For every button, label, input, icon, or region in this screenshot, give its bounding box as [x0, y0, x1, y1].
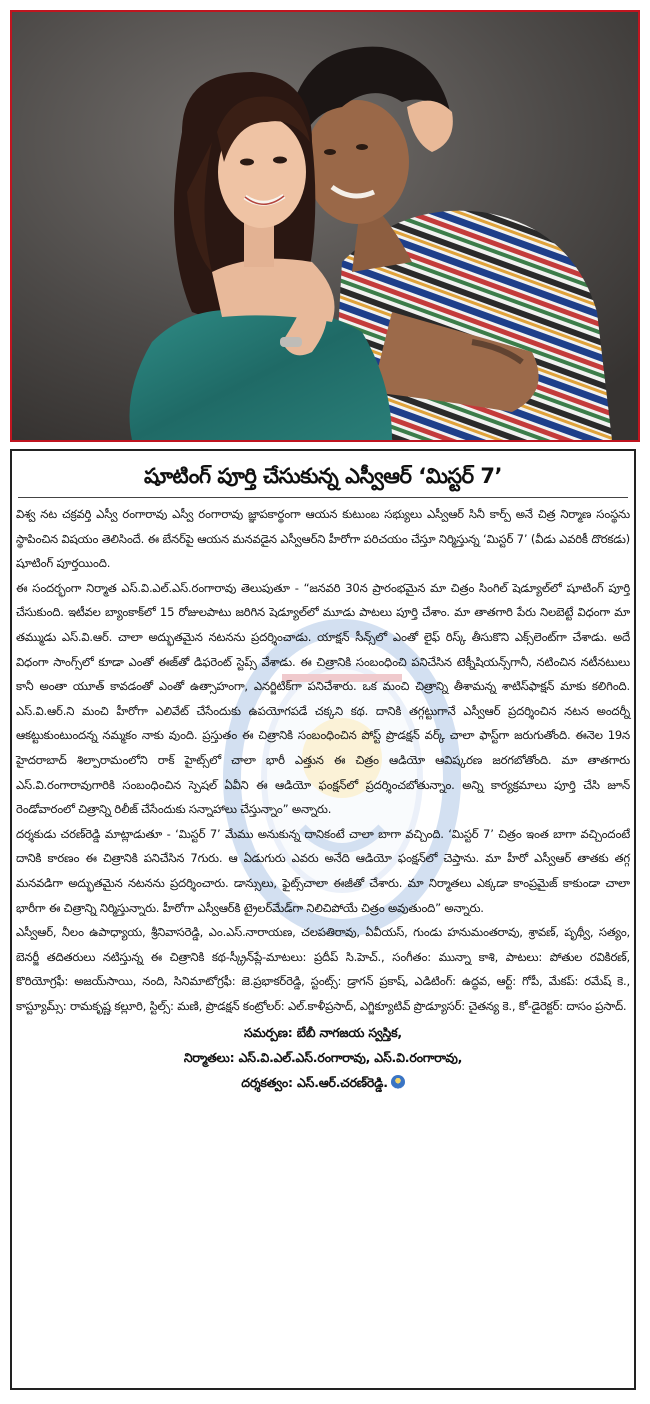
article-paragraph-3: దర్శకుడు చరణ్‌రెడ్డి మాట్లాడుతూ - ‘మిస్టర్ 7’ మేము అనుకున్న దానికంటే చాలా బాగా వచ్చింది. ‘మిస్టర్ 7’ చిత్రం ఇంత బాగా వచ్చిందంటే దానికి కారణం ఈ చిత్రానికి పనిచేసిన 7గురు. ఆ ఏడుగురు ఎవరు అనేది ఆడియో ఫంక్షన్‌లో చెప్తాను. మా హీరో ఎస్వీఆర్ తాతకు తగ్గ మనవడిగా అద్భుతమైన నటనను ప్రదర్శించారు. డాన్సులు, ఫైట్స్‌చాలా ఈజీతో చేశారు. మా నిర్మాతలు ఎక్కడా కాంప్రమైజ్ కాకుండా చాలా భారీగా ఈ చిత్రాన్ని నిర్మిస్తున్నారు. హీరోగా ఎస్వీఆర్‌కి ట్రైలర్‌మేడ్‌గా నిలిచిపోయే చిత్రం అవుతుంది” అన్నారు. — [16, 826, 630, 915]
article-body — [12, 498, 634, 1095]
credit-producers: నిర్మాతలు: ఎస్.వి.ఎల్.ఎస్.రంగారావు, ఎస్.వి.రంగారావు, — [183, 1050, 463, 1066]
article-headline: షూటింగ్ పూర్తి చేసుకున్న ఎస్వీఆర్ ‘మిస్టర్ 7’ — [18, 451, 628, 498]
article-box — [10, 449, 636, 1390]
credit-director: దర్శకత్వం: ఎస్.ఆర్.చరణ్‌రెడ్డి. — [241, 1075, 388, 1091]
credits-block — [16, 1020, 630, 1095]
credit-presenter: సమర్పణ: బేబీ నాగజయ స్వస్తిక, — [244, 1025, 402, 1041]
site-logo-icon — [391, 1075, 405, 1089]
couple-photo-illustration — [12, 12, 638, 440]
movie-still-photo — [10, 10, 640, 442]
article-paragraph-4: ఎస్వీఆర్, నీలం ఉపాధ్యాయ, శ్రీనివాసరెడ్డి, ఎం.ఎస్.నారాయణ, చలపతిరావు, ఏవీయస్, గుండు హనుమంతరావు, శ్రావణ్, పృథ్వీ, సత్యం, బెనర్జీ తదితరులు నటిస్తున్న ఈ చిత్రానికి కథ-స్క్రీన్‌ప్లే-మాటలు: ప్రదీప్ సి.హెచ్., సంగీతం: మున్నా కాశి, పాటలు: పోతుల రవికిరణ్, కొరియోగ్రఫీ: అజయ్‌సాయి, నంది, సినిమాటోగ్రఫీ: జె.ప్రభాకర్‌రెడ్డి, స్టంట్స్: డ్రాగన్ ప్రకాష్, ఎడిటింగ్: ఉద్ధవ, ఆర్ట్: గోపీ, మేకప్: రమేష్ కె., కాస్ట్యూమ్స్: రామకృష్ణ కల్లూరి, స్టిల్స్: మణి, ప్రొడక్షన్ కంట్రోలర్: ఎల్.కాళీప్రసాద్, ఎగ్జిక్యూటివ్ ప్రొడ్యూసర్: చైతన్య కె., కో-డైరెక్టర్: దాసం ప్రసాద్. — [16, 925, 630, 1013]
article-paragraph-2: ఈ సందర్భంగా నిర్మాత ఎస్.వి.ఎల్.ఎస్.రంగారావు తెలుపుతూ - “జనవరి 30న ప్రారంభమైన మా చిత్రం సింగిల్ షెడ్యూల్‌లో షూటింగ్ పూర్తి చేసుకుంది. ఇటీవల బ్యాంకాక్‌లో 15 రోజులపాటు జరిగిన షెడ్యూల్‌లో మూడు పాటలు పూర్తి చేశాం. మా తాతగారి పేరు నిలబెట్టే విధంగా మా తమ్ముడు ఎస్.వి.ఆర్. చాలా అద్భుతమైన నటనను ప్రదర్శించాడు. యాక్షన్ సీన్స్‌లో ఎంతో లైఫ్ రిస్క్ తీసుకొని ఎక్స్‌లెంట్‌గా చేశాడు. అదే విధంగా సాంగ్స్‌లో కూడా ఎంతో ఈజ్‌తో డిఫరెంట్ స్టెప్స్ వేశాడు. ఈ చిత్రానికి సంబంధించి పనిచేసిన టెక్నీషియన్స్‌గానీ, నటించిన నటీనటులు కానీ అంతా యూత్ కావడంతో ఎంతో ఉత్సాహంగా, ఎనర్జిటిక్‌గా పనిచేశారు. ఒక మంచి చిత్రాన్ని తీశామన్న శాటిస్‌ఫాక్షన్ మాకు కలిగింది. ఎస్.వి.ఆర్.ని మంచి హీరోగా ఎలివేట్ చేసేందుకు ఉపయోగపడే చక్కని కథ. దానికి తగ్గట్టుగానే ఎస్వీఆర్ ప్రదర్శించిన నటన అందర్నీ ఆకట్టుకుంటుందన్న నమ్మకం నాకు వుంది. ప్రస్తుతం ఈ చిత్రానికి సంబంధించిన పోస్ట్ ప్రొడక్షన్ వర్క్ చాలా ఫాస్ట్‌గా జరుగుతోంది. ఈనెల 19న హైదరాబాద్ శిల్పారామంలోని రాక్ హైట్స్‌లో చాలా భారీ ఎత్తున ఈ చిత్రం ఆడియో ఆవిష్కరణ జరగబోతోంది. మా తాతగారు ఎస్.వి.రంగారావుగారికి సంబంధించిన స్పెషల్ ఏవీని ఈ ఆడియో ఫంక్షన్‌లో ప్రదర్శించబోతున్నాం. అన్ని కార్యక్రమాలు పూర్తి చేసి జూన్ రెండోవారంలో చిత్రాన్ని రిలీజ్ చేసేందుకు సన్నాహాలు చేస్తున్నాం” అన్నారు. — [16, 580, 630, 817]
article-paragraph-1: విశ్వ నట చక్రవర్తి ఎస్వీ రంగారావు ఎస్వీ రంగారావు జ్ఞాపకార్థంగా ఆయన కుటుంబ సభ్యులు ఎస్వీఆర్ సినీ కార్ప్ అనే చిత్ర నిర్మాణ సంస్థను స్థాపించిన విషయం తెలిసిందే. ఈ బేనర్‌పై ఆయన మనవడైన ఎస్వీఆర్‌ని హీరోగా పరిచయం చేస్తూ నిర్మిస్తున్న ‘మిస్టర్ 7’ (వీడు ఎవరికీ దొరకడు) షూటింగ్ పూర్తయింది. — [16, 507, 630, 571]
credit-director-line — [16, 1070, 630, 1095]
